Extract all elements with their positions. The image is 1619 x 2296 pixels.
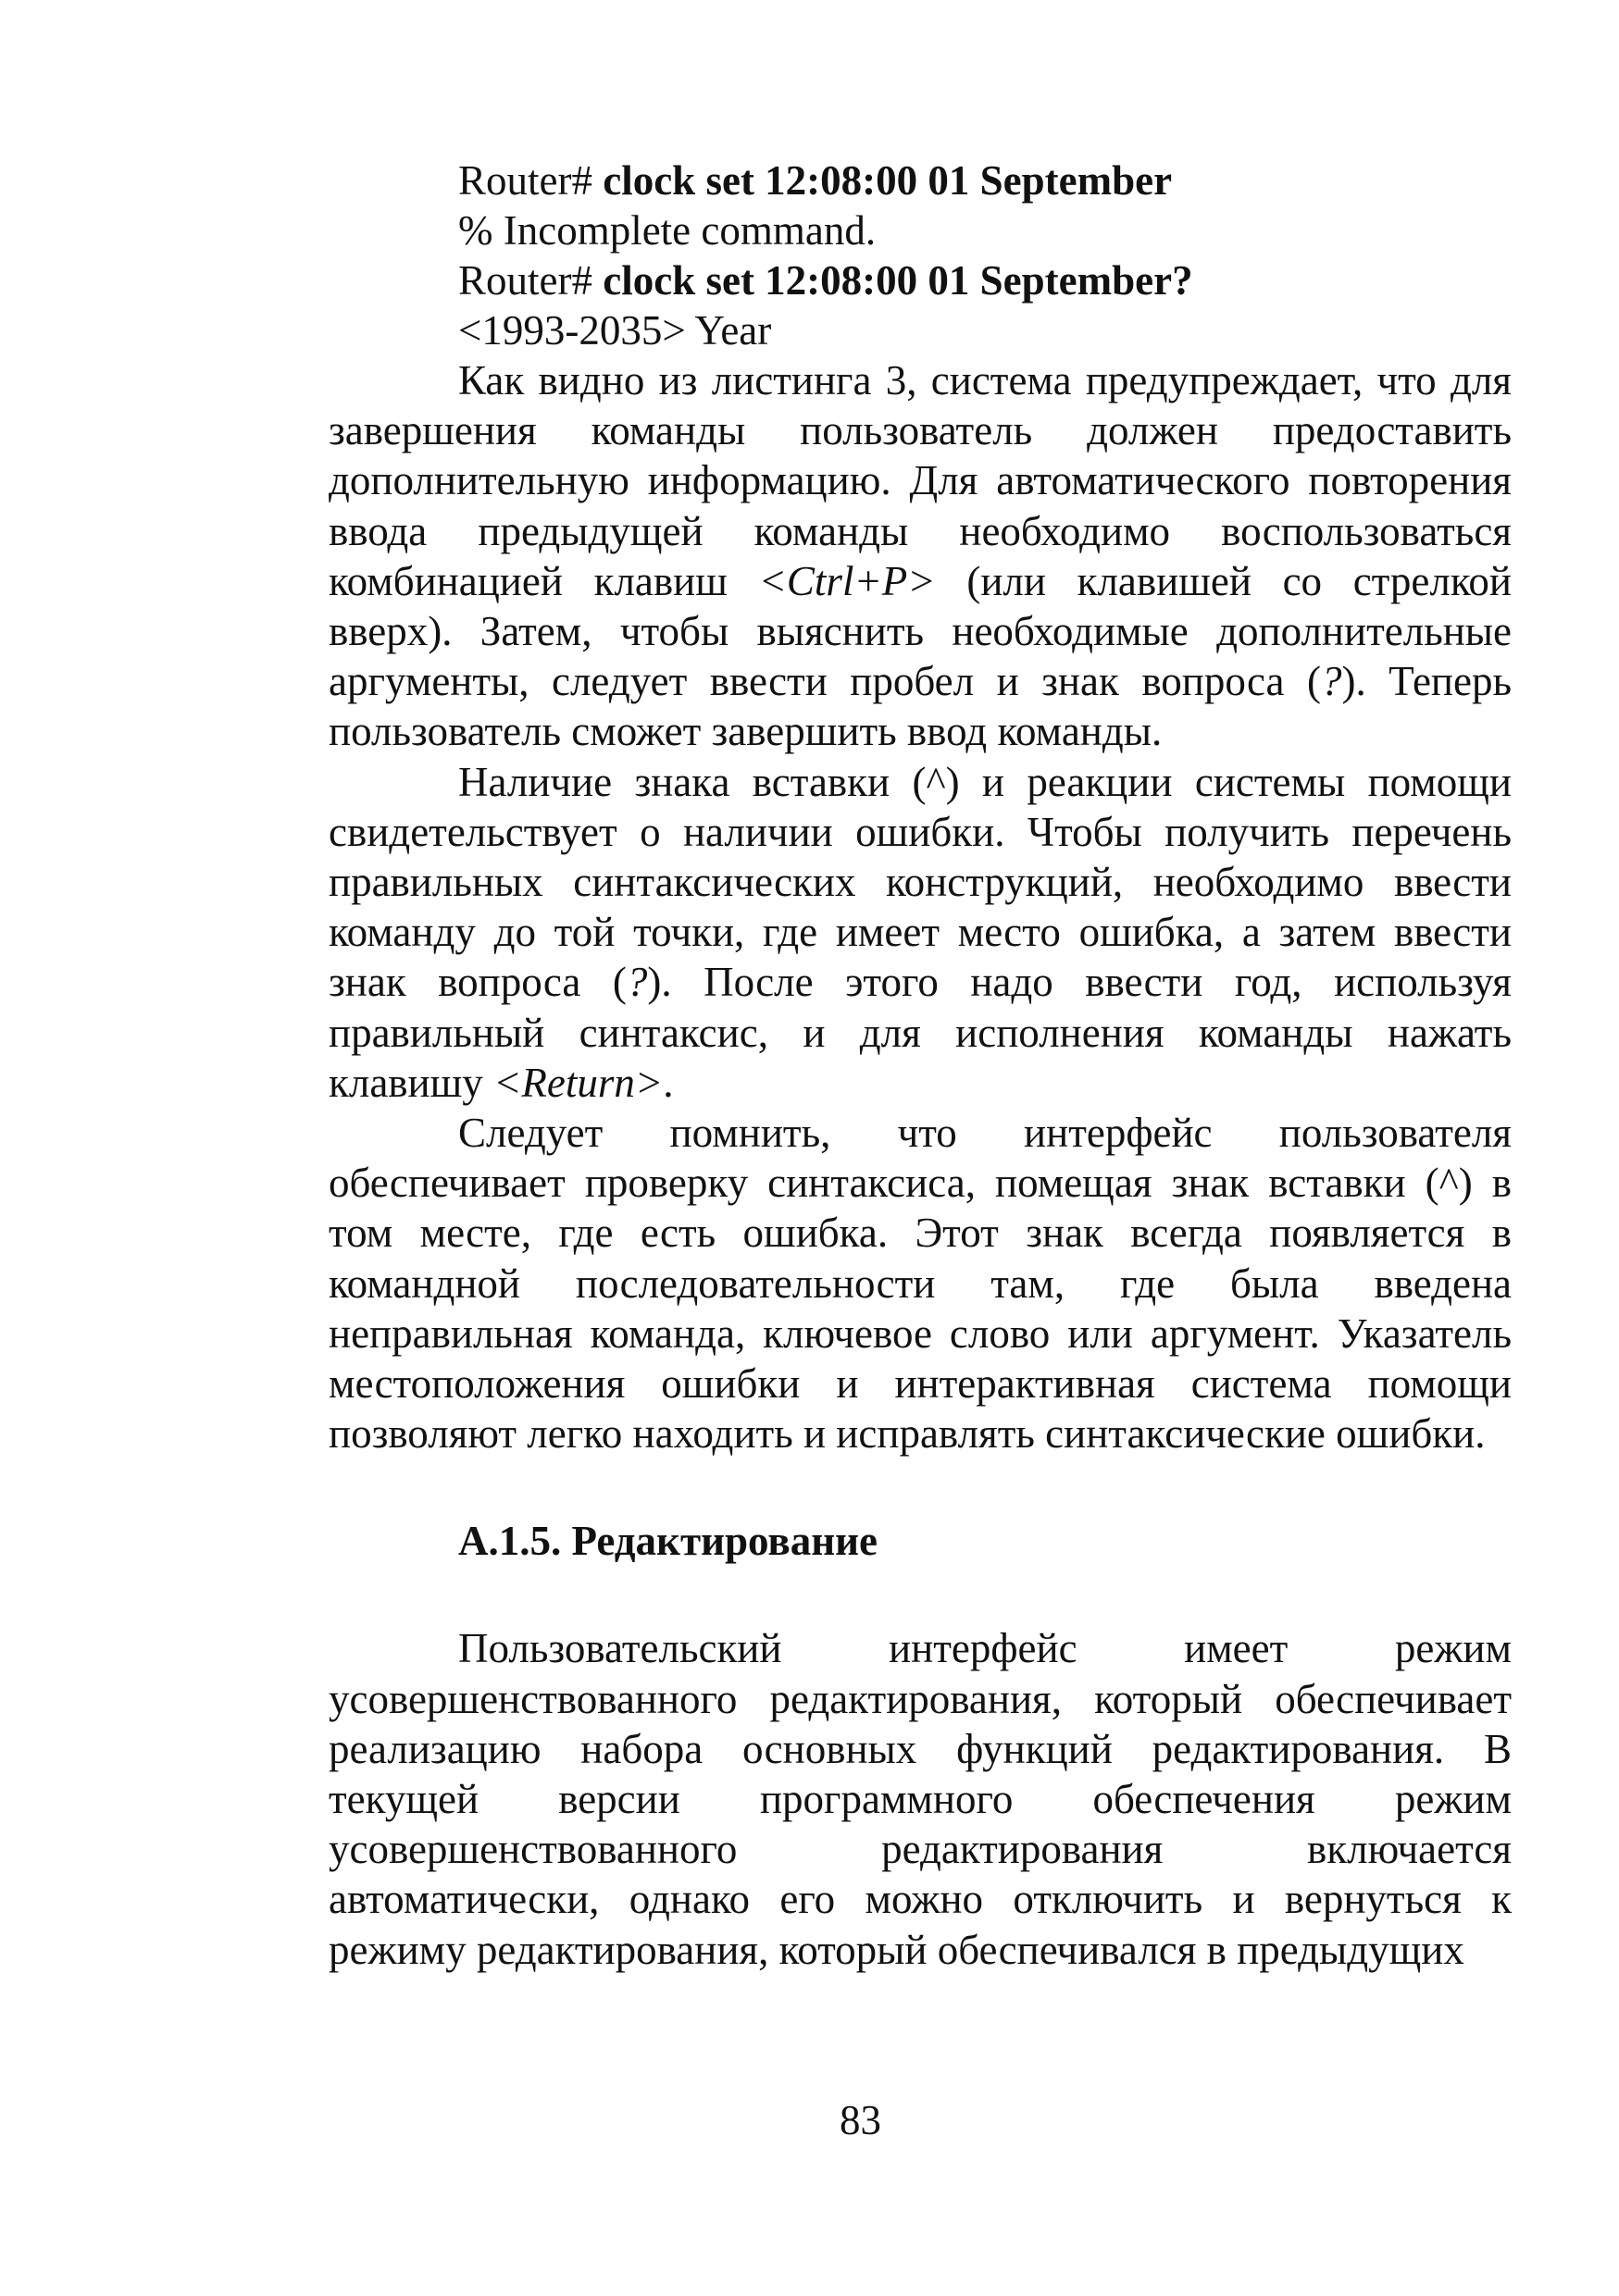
question-mark: ?	[1320, 658, 1342, 705]
listing-line-1	[329, 155, 1512, 205]
listing-command: clock set 12:08:00 01 September?	[603, 257, 1193, 304]
section-heading: А.1.5. Редактирование	[458, 1518, 878, 1565]
return-key: <Return>	[493, 1059, 664, 1106]
page-number: 83	[840, 2097, 881, 2143]
key-combination: <Ctrl+P>	[758, 557, 936, 604]
listing-line-2	[329, 205, 1512, 255]
listing-output: <1993-2035> Year	[458, 307, 772, 354]
listing-line-3	[329, 255, 1512, 305]
paragraph-1: Как видно из листинга 3, система предупреждает, что для завершения команды пользователь должен предоставить дополнительную информацию. Для автоматического повторения ввода предыдущей команды необходимо воспользоваться комбинацией клавиш <Ctrl+P> (или клавишей со стрелкой вверх). Затем, чтобы выяснить необходимые дополнительные аргументы, следует ввести пробел и знак вопроса (?). Теперь пользователь сможет завершить ввод команды.	[329, 357, 1513, 755]
listing-prompt: Router#	[458, 157, 604, 204]
page-body	[329, 155, 1512, 1975]
listing-output: % Incomplete command.	[458, 207, 877, 254]
paragraph-3: Следует помнить, что интерфейс пользователя обеспечивает проверку синтаксиса, помещая знак вставки (^) в том месте, где есть ошибка. Этот знак всегда появляется в командной последовательности там, где была введена неправильная команда, ключевое слово или аргумент. Указатель местоположения ошибки и интерактивная система помощи позволяют легко находить и исправлять синтаксические ошибки.	[329, 1110, 1512, 1458]
listing-line-4	[329, 305, 1512, 355]
listing-prompt: Router#	[458, 257, 604, 304]
question-mark: ?	[626, 959, 648, 1006]
listing-command: clock set 12:08:00 01 September	[603, 157, 1173, 204]
paragraph-4: Пользовательский интерфейс имеет режим усовершенствованного редактирования, который обеспечивает реализацию набора основных функций редактирования. В текущей версии программного обеспечения режим усовершенствованного редактирования включается автоматически, однако его можно отключить и вернуться к режиму редактирования, который обеспечивался в предыдущих	[329, 1625, 1512, 1973]
paragraph-2: Наличие знака вставки (^) и реакции системы помощи свидетельствует о наличии ошибки. Чтобы получить перечень правильных синтаксических конструкций, необходимо ввести команду до той точки, где имеет место ошибка, а затем ввести знак вопроса (?). После этого надо ввести год, используя правильный синтаксис, и для исполнения команды нажать клавишу <Return>.	[329, 758, 1512, 1106]
